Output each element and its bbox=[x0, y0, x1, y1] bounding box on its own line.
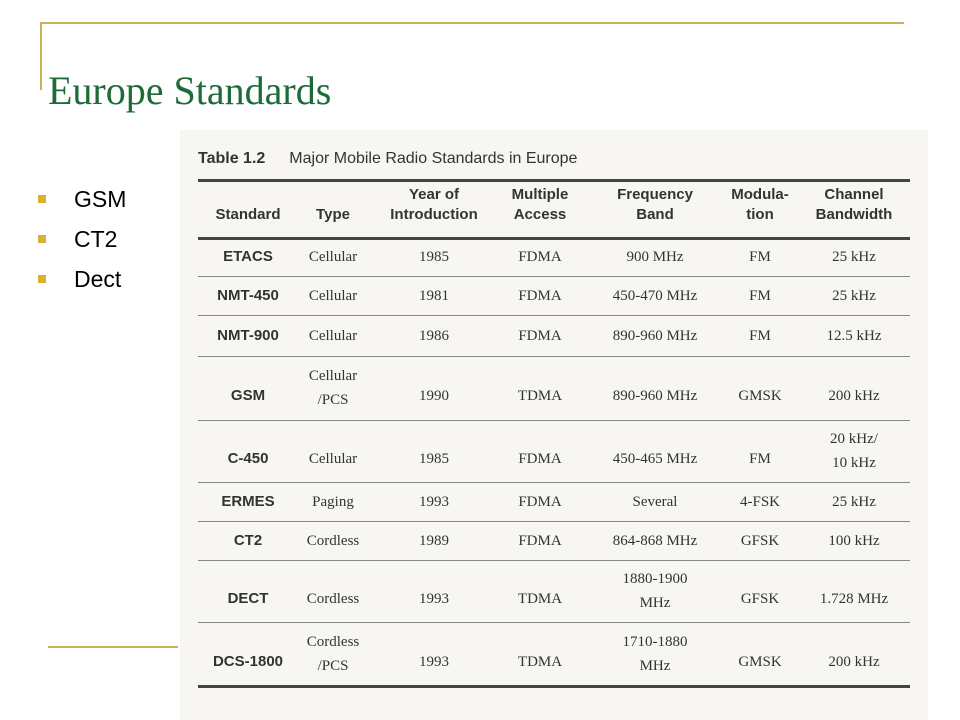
table-cell-band bbox=[585, 245, 725, 269]
table-cell-standard bbox=[198, 650, 298, 674]
table-cell-band bbox=[585, 567, 725, 615]
table-header-line: Type bbox=[316, 206, 350, 223]
slide-frame-bottom-line bbox=[48, 646, 178, 648]
table-cell-standard bbox=[198, 587, 298, 611]
table-cell-line: 1993 bbox=[419, 493, 449, 510]
slide-frame-left-line bbox=[40, 22, 42, 90]
table-header-line: Multiple bbox=[511, 186, 569, 203]
table-cell-year bbox=[378, 529, 490, 553]
table-header-line: Band bbox=[636, 206, 674, 223]
table-cell-access bbox=[498, 587, 582, 611]
table-cell-bandwidth bbox=[798, 427, 910, 475]
table-cell-line: TDMA bbox=[517, 591, 563, 607]
table-cell-line: 10 kHz bbox=[832, 455, 876, 471]
table-cell-line: FM bbox=[749, 287, 771, 304]
slide-frame-top-line bbox=[40, 22, 904, 24]
slide-title: Europe Standards bbox=[48, 68, 332, 113]
table-cell-line: FM bbox=[749, 327, 771, 344]
table-cell-line: Several bbox=[632, 493, 678, 510]
table-cell-band bbox=[585, 284, 725, 308]
table-header-line: Standard bbox=[215, 206, 281, 223]
table-header-rule bbox=[198, 237, 910, 240]
table-cell-modulation bbox=[720, 529, 800, 553]
table-cell-bandwidth bbox=[798, 587, 910, 611]
table-cell-line: 450-470 MHz bbox=[612, 287, 698, 304]
table-cell-access bbox=[498, 650, 582, 674]
table-cell-line: 20 kHz/ bbox=[830, 431, 878, 447]
table-cell-line: Paging bbox=[312, 493, 354, 510]
table-header-line: Channel bbox=[824, 186, 884, 203]
table-cell-line: FDMA bbox=[518, 493, 562, 510]
table-caption-text: Major Mobile Radio Standards in Europe bbox=[289, 150, 578, 167]
table-cell-modulation bbox=[720, 447, 800, 471]
table-cell-line: NMT-900 bbox=[217, 326, 279, 344]
bullet-text: Dect bbox=[74, 266, 122, 292]
table-cell-line: FDMA bbox=[518, 327, 562, 344]
table-cell-line: 1993 bbox=[419, 591, 449, 607]
table-cell-line: 1880-1900 bbox=[622, 571, 688, 587]
table-header-line: Frequency bbox=[617, 186, 693, 203]
table-cell-line: 1.728 MHz bbox=[819, 591, 889, 607]
table-cell-line: 100 kHz bbox=[828, 532, 880, 549]
table-cell-line: FDMA bbox=[518, 451, 562, 467]
table-header-line: Bandwidth bbox=[815, 206, 893, 223]
table-cell-standard bbox=[198, 324, 298, 348]
table-cell-year bbox=[378, 324, 490, 348]
table-cell-line: 1986 bbox=[419, 327, 449, 344]
table-cell-line: Cellular bbox=[308, 451, 358, 467]
table-cell-modulation bbox=[720, 384, 800, 408]
table-cell-access bbox=[498, 284, 582, 308]
table-cell-band bbox=[585, 529, 725, 553]
table-cell-access bbox=[498, 529, 582, 553]
table-cell-line: ETACS bbox=[223, 247, 273, 265]
table-cell-line: 890-960 MHz bbox=[612, 388, 698, 404]
table-cell-line: MHz bbox=[639, 595, 671, 611]
table-cell-type bbox=[298, 447, 368, 471]
table-cell-year bbox=[378, 384, 490, 408]
table-cell-line: GSM bbox=[230, 387, 266, 404]
square-bullet-icon bbox=[38, 195, 46, 203]
table-cell-type bbox=[298, 529, 368, 553]
table-cell-line: CT2 bbox=[233, 531, 263, 549]
table-row-divider bbox=[198, 276, 910, 277]
table-cell-line: 450-465 MHz bbox=[612, 451, 698, 467]
table-cell-type bbox=[298, 364, 368, 412]
table-cell-standard bbox=[198, 245, 298, 269]
table-cell-line: FDMA bbox=[518, 287, 562, 304]
table-cell-line: 1981 bbox=[419, 287, 449, 304]
table-cell-line: FDMA bbox=[518, 532, 562, 549]
table-header-cell bbox=[378, 185, 490, 225]
table-number: Table 1.2 bbox=[198, 150, 266, 167]
table-header-line: tion bbox=[746, 206, 774, 223]
table-cell-year bbox=[378, 490, 490, 514]
table-header-line: Year of bbox=[408, 186, 460, 203]
table-cell-line: TDMA bbox=[517, 654, 563, 670]
table-cell-line: 25 kHz bbox=[832, 287, 876, 304]
table-cell-access bbox=[498, 245, 582, 269]
table-cell-standard bbox=[198, 529, 298, 553]
table-cell-line: 1985 bbox=[419, 451, 449, 467]
table-cell-line: 1710-1880 bbox=[622, 634, 688, 650]
table-cell-type bbox=[298, 587, 368, 611]
table-cell-type bbox=[298, 284, 368, 308]
table-cell-year bbox=[378, 650, 490, 674]
table-cell-bandwidth bbox=[798, 650, 910, 674]
table-cell-line: Cordless bbox=[306, 591, 360, 607]
table-header-cell bbox=[585, 185, 725, 225]
table-cell-year bbox=[378, 245, 490, 269]
table-cell-band bbox=[585, 490, 725, 514]
table-row-divider bbox=[198, 622, 910, 623]
table-cell-year bbox=[378, 587, 490, 611]
table-cell-line: 1989 bbox=[419, 532, 449, 549]
table-cell-line: DCS-1800 bbox=[212, 653, 284, 670]
table-cell-type bbox=[298, 490, 368, 514]
table-cell-line: Cellular bbox=[308, 248, 358, 265]
table-cell-line: FM bbox=[749, 451, 771, 467]
table-image bbox=[180, 130, 928, 720]
table-cell-line: FM bbox=[749, 248, 771, 265]
bullet-item bbox=[38, 264, 126, 304]
table-cell-line: GFSK bbox=[740, 532, 780, 549]
table-cell-modulation bbox=[720, 587, 800, 611]
table-cell-bandwidth bbox=[798, 245, 910, 269]
table-cell-type bbox=[298, 630, 368, 678]
table-cell-line: Cordless bbox=[306, 532, 360, 549]
table-top-rule bbox=[198, 179, 910, 182]
table-row-divider bbox=[198, 420, 910, 421]
table-cell-line: ERMES bbox=[221, 492, 275, 510]
table-cell-line: GMSK bbox=[738, 654, 782, 670]
table-cell-band bbox=[585, 324, 725, 348]
table-cell-line: 25 kHz bbox=[832, 493, 876, 510]
table-cell-modulation bbox=[720, 650, 800, 674]
table-cell-line: 12.5 kHz bbox=[826, 327, 882, 344]
table-cell-line: MHz bbox=[639, 658, 671, 674]
table-cell-line: 900 MHz bbox=[626, 248, 684, 265]
table-cell-standard bbox=[198, 490, 298, 514]
table-cell-year bbox=[378, 447, 490, 471]
table-row-divider bbox=[198, 315, 910, 316]
table-cell-line: Cellular bbox=[308, 327, 358, 344]
table-cell-line: GMSK bbox=[738, 388, 782, 404]
table-row-divider bbox=[198, 482, 910, 483]
table-cell-line: /PCS bbox=[317, 658, 349, 674]
table-cell-line: NMT-450 bbox=[217, 286, 279, 304]
table-cell-access bbox=[498, 447, 582, 471]
table-cell-access bbox=[498, 324, 582, 348]
table-cell-band bbox=[585, 384, 725, 408]
table-header-line: Introduction bbox=[390, 206, 478, 223]
table-cell-standard bbox=[198, 284, 298, 308]
table-cell-line: 1993 bbox=[419, 654, 449, 670]
table-cell-modulation bbox=[720, 324, 800, 348]
table-cell-access bbox=[498, 384, 582, 408]
table-cell-line: GFSK bbox=[740, 591, 780, 607]
table-cell-line: DECT bbox=[227, 590, 269, 607]
bullet-item bbox=[38, 224, 126, 264]
table-cell-type bbox=[298, 245, 368, 269]
table-cell-standard bbox=[198, 384, 298, 408]
table-cell-line: Cordless bbox=[306, 634, 360, 650]
table-header-cell bbox=[198, 205, 298, 225]
table-header-cell bbox=[798, 185, 910, 225]
table-cell-band bbox=[585, 447, 725, 471]
table-cell-bandwidth bbox=[798, 384, 910, 408]
table-cell-line: FDMA bbox=[518, 248, 562, 265]
table-bottom-rule bbox=[198, 685, 910, 688]
table-cell-type bbox=[298, 324, 368, 348]
table-cell-standard bbox=[198, 447, 298, 471]
table-header-cell bbox=[298, 205, 368, 225]
table-cell-line: 25 kHz bbox=[832, 248, 876, 265]
table-header-line: Access bbox=[513, 206, 567, 223]
table-row-divider bbox=[198, 521, 910, 522]
table-cell-line: 4-FSK bbox=[739, 493, 780, 510]
table-cell-modulation bbox=[720, 284, 800, 308]
table-cell-year bbox=[378, 284, 490, 308]
table-cell-line: 1985 bbox=[419, 248, 449, 265]
table-header-line: Modula- bbox=[731, 186, 789, 203]
table-cell-line: 200 kHz bbox=[828, 388, 880, 404]
table-cell-modulation bbox=[720, 245, 800, 269]
square-bullet-icon bbox=[38, 235, 46, 243]
square-bullet-icon bbox=[38, 275, 46, 283]
table-cell-line: Cellular bbox=[308, 287, 358, 304]
table-cell-access bbox=[498, 490, 582, 514]
table-cell-line: 1990 bbox=[419, 388, 449, 404]
bullet-text: GSM bbox=[74, 186, 127, 212]
table-header-cell bbox=[720, 185, 800, 225]
table-cell-line: 890-960 MHz bbox=[612, 327, 698, 344]
table-cell-bandwidth bbox=[798, 324, 910, 348]
table-row-divider bbox=[198, 356, 910, 357]
table-cell-line: TDMA bbox=[517, 388, 563, 404]
table-cell-line: 200 kHz bbox=[828, 654, 880, 670]
table-cell-modulation bbox=[720, 490, 800, 514]
table-header-cell bbox=[498, 185, 582, 225]
table-caption bbox=[198, 150, 577, 168]
table-cell-bandwidth bbox=[798, 529, 910, 553]
table-cell-bandwidth bbox=[798, 284, 910, 308]
table-cell-line: /PCS bbox=[317, 392, 349, 408]
table-cell-band bbox=[585, 630, 725, 678]
table-cell-line: 864-868 MHz bbox=[612, 532, 698, 549]
table-cell-line: C-450 bbox=[227, 450, 269, 467]
bullet-list bbox=[38, 184, 126, 304]
bullet-text: CT2 bbox=[74, 226, 118, 252]
table-cell-bandwidth bbox=[798, 490, 910, 514]
table-row-divider bbox=[198, 560, 910, 561]
table-cell-line: Cellular bbox=[308, 368, 358, 384]
bullet-item bbox=[38, 184, 126, 224]
